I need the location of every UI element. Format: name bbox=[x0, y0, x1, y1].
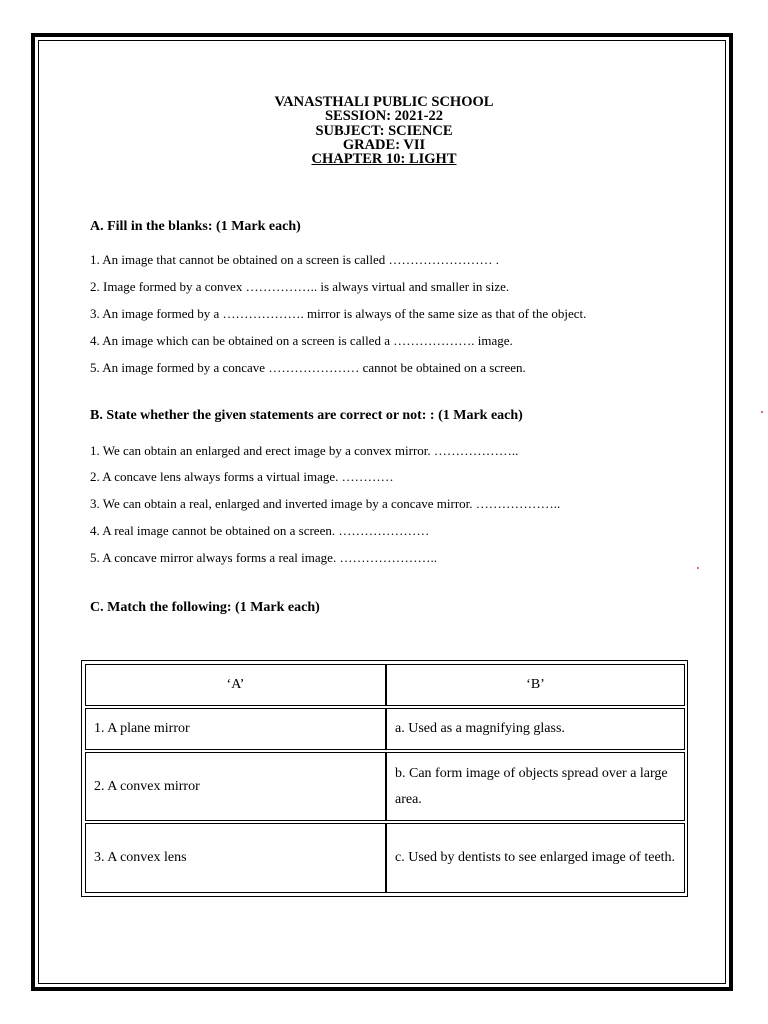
match-cell-a bbox=[85, 823, 386, 893]
stray-mark bbox=[697, 567, 699, 569]
grade: GRADE: VII bbox=[342, 136, 426, 153]
section-b-item: 1. We can obtain an enlarged and erect image by a convex mirror. ……………….. bbox=[90, 443, 519, 458]
match-item-b: c. Used by dentists to see enlarged image of teeth. bbox=[395, 850, 676, 865]
section-b-item: 4. A real image cannot be obtained on a screen. ………………… bbox=[90, 523, 430, 538]
match-cell-b bbox=[386, 752, 685, 821]
subject: SUBJECT: SCIENCE bbox=[315, 122, 453, 139]
document-header bbox=[0, 95, 768, 166]
match-cell-a bbox=[85, 708, 386, 750]
section-a-item: 5. An image formed by a concave ………………… cannot be obtained on a screen. bbox=[90, 360, 526, 375]
section-b-item: 3. We can obtain a real, enlarged and inverted image by a concave mirror. ……………….. bbox=[90, 496, 561, 511]
chapter-title: CHAPTER 10: LIGHT bbox=[311, 151, 457, 168]
section-a-item: 2. Image formed by a convex …………….. is always virtual and smaller in size. bbox=[90, 279, 510, 294]
session: SESSION: 2021-22 bbox=[324, 108, 444, 125]
match-cell-a bbox=[85, 752, 386, 821]
school-name: VANASTHALI PUBLIC SCHOOL bbox=[274, 94, 494, 110]
column-header-a-label: ‘A’ bbox=[226, 677, 245, 692]
column-header-a bbox=[85, 664, 386, 706]
section-a-item: 4. An image which can be obtained on a screen is called a ………………. image. bbox=[90, 333, 513, 348]
match-table bbox=[81, 660, 688, 897]
section-a-title: A. Fill in the blanks: (1 Mark each) bbox=[90, 219, 301, 234]
match-item-a: 3. A convex lens bbox=[94, 850, 187, 865]
match-cell-b bbox=[386, 708, 685, 750]
section-b-title: B. State whether the given statements are correct or not: : (1 Mark each) bbox=[90, 408, 523, 423]
stray-mark bbox=[761, 411, 763, 413]
section-c-title: C. Match the following: (1 Mark each) bbox=[90, 600, 320, 615]
match-item-b: a. Used as a magnifying glass. bbox=[395, 721, 565, 736]
column-header-b-label: ‘B’ bbox=[526, 677, 545, 692]
column-header-b bbox=[386, 664, 685, 706]
match-cell-b bbox=[386, 823, 685, 893]
section-a-item: 1. An image that cannot be obtained on a screen is called …………………… . bbox=[90, 252, 500, 267]
match-item-a: 2. A convex mirror bbox=[94, 778, 200, 794]
section-b-item: 2. A concave lens always forms a virtual image. ………… bbox=[90, 469, 394, 484]
section-a-item: 3. An image formed by a ………………. mirror is always of the same size as that of the object. bbox=[90, 306, 587, 321]
match-item-a: 1. A plane mirror bbox=[94, 721, 190, 736]
match-item-b: b. Can form image of objects spread over a large area. bbox=[395, 765, 668, 807]
section-b-item: 5. A concave mirror always forms a real image. ………………….. bbox=[90, 550, 437, 565]
